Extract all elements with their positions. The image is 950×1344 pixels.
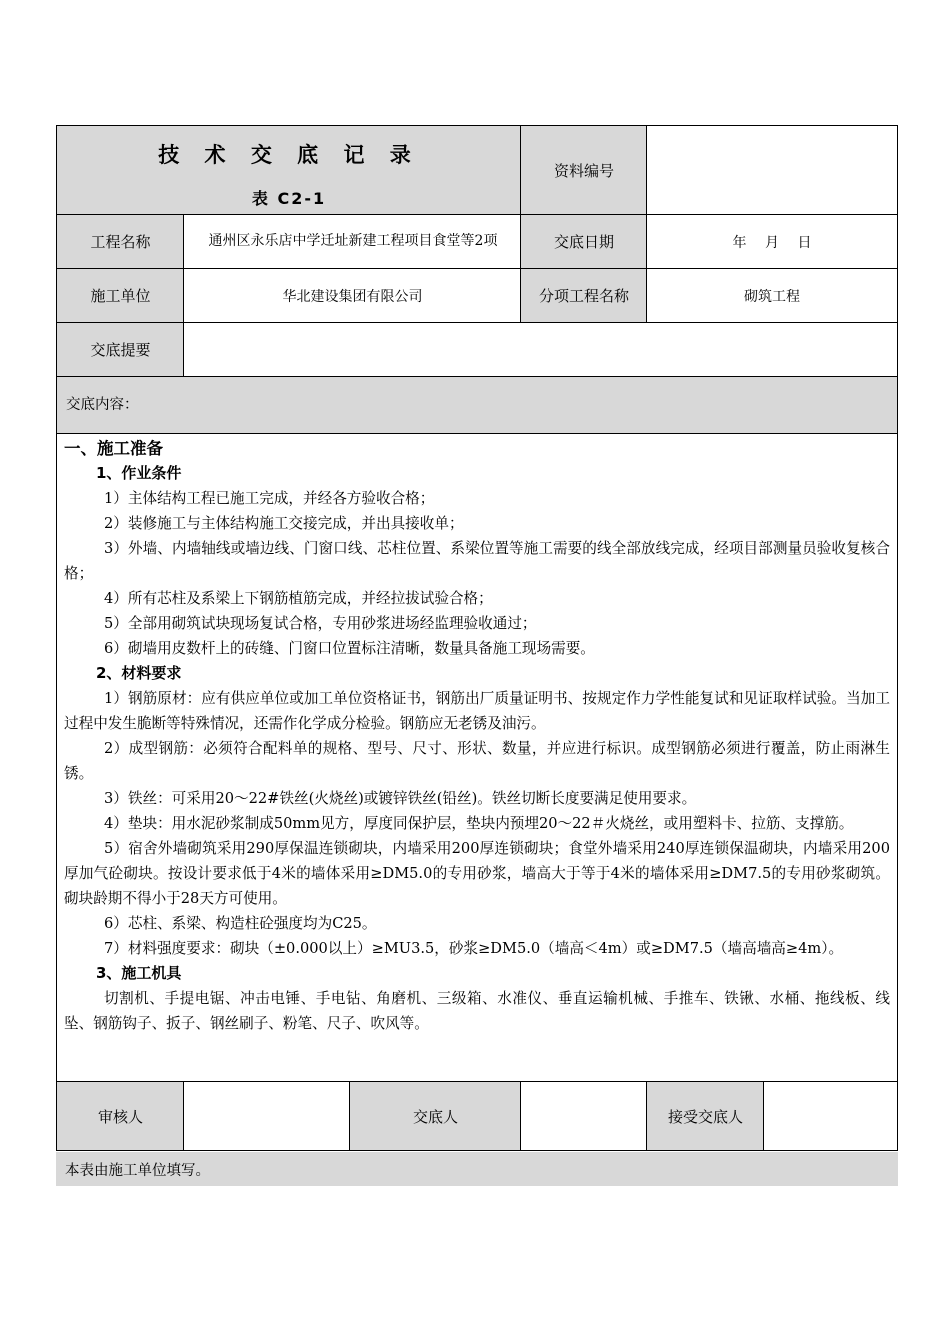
- presenter-label: 交底人: [412, 1107, 458, 1126]
- paragraph: 4）所有芯柱及系梁上下钢筋植筋完成，并经拉拔试验合格；: [104, 590, 493, 607]
- paragraph: 5）全部用砌筑试块现场复试合格，专用砂浆进场经监理验收通过；: [104, 615, 537, 632]
- subsection-heading: 2、材料要求: [96, 664, 182, 682]
- paragraph: 4）垫块：用水泥砂浆制成50mm见方，厚度同保护层，垫块内预埋20～22＃火烧丝，或用塑料卡、拉筋、支撑筋。: [104, 815, 854, 832]
- paragraph: 2）装修施工与主体结构施工交接完成，并出具接收单；: [104, 515, 464, 532]
- project-name-label: 工程名称: [90, 233, 151, 251]
- form-number: 表 C2-1: [251, 188, 327, 208]
- paragraph: 切割机、手提电锯、冲击电锤、手电钻、角磨机、三级箱、水准仪、垂直运输机械、手推车、铁锹、水桶、拖线板、线坠、钢筋钩子、扳子、钢丝刷子、粉笔、尺子、吹风等。: [64, 990, 890, 1032]
- footer-note: 本表由施工单位填写。: [65, 1162, 210, 1179]
- paragraph: 1）钢筋原材：应有供应单位或加工单位资格证书，钢筋出厂质量证明书、按规定作力学性能复试和见证取样试验。当加工过程中发生脆断等特殊情况，还需作化学成分检验。钢筋应无老锈及油污。: [64, 690, 890, 732]
- paragraph: 2）成型钢筋：必须符合配料单的规格、型号、尺寸、形状、数量，并应进行标识。成型钢筋必须进行覆盖，防止雨淋生锈。: [64, 740, 890, 782]
- construction-unit-value[interactable]: 华北建设集团有限公司: [282, 288, 423, 305]
- paragraph: 3）外墙、内墙轴线或墙边线、门窗口线、芯柱位置、系梁位置等施工需要的线全部放线完成，经项目部测量员验收复核合格；: [64, 540, 890, 582]
- table-border-right: [897, 125, 898, 1151]
- reviewer-label: 审核人: [97, 1107, 143, 1126]
- paragraph: 7）材料强度要求：砌块（±0.000以上）≥MU3.5，砂浆≥DM5.0（墙高＜4m）或≥DM7.5（墙高墙高≥4m）。: [104, 940, 844, 957]
- summary-label: 交底提要: [90, 341, 151, 359]
- paragraph: 3）铁丝：可采用20～22#铁丝(火烧丝)或镀锌铁丝(铅丝)。铁丝切断长度要满足使用要求。: [104, 790, 697, 807]
- reviewer-field[interactable]: [184, 1082, 350, 1150]
- paragraph: 1）主体结构工程已施工完成，并经各方验收合格；: [104, 490, 435, 507]
- content-body: [64, 436, 890, 1036]
- subitem-name-label: 分项工程名称: [538, 287, 629, 305]
- content-label-bg: [57, 377, 897, 433]
- subitem-name-value[interactable]: 砌筑工程: [744, 288, 800, 305]
- doc-no-field[interactable]: [647, 126, 897, 214]
- paragraph: 5）宿舍外墙砌筑采用290厚保温连锁砌块，内墙采用200厚连锁砌块；食堂外墙采用240厚连锁保温砌块，内墙采用200厚加气砼砌块。按设计要求低于4米的墙体采用≥DM5.0的专用砂浆，墙高大于等于4米的墙体采用≥DM7.5的专用砂浆砌筑。砌块龄期不得小于28天方可使用。: [64, 840, 890, 907]
- subsection-heading: 3、施工机具: [96, 964, 182, 982]
- construction-unit-label: 施工单位: [90, 287, 151, 305]
- content-label: 交底内容：: [66, 397, 139, 413]
- date-value[interactable]: 年 月 日: [732, 234, 812, 251]
- presenter-field[interactable]: [521, 1082, 647, 1150]
- doc-title: 技 术 交 底 记 录: [158, 143, 420, 167]
- date-label: 交底日期: [553, 233, 614, 251]
- subsection-heading: 1、作业条件: [96, 464, 182, 482]
- section-heading: 一、施工准备: [64, 439, 163, 458]
- project-name-value[interactable]: 通州区永乐店中学迁址新建工程项目食堂等2项: [208, 233, 498, 249]
- receiver-field[interactable]: [764, 1082, 897, 1150]
- summary-value[interactable]: [184, 323, 897, 376]
- row-line: [56, 433, 898, 434]
- paragraph: 6）芯柱、系梁、构造柱砼强度均为C25。: [104, 915, 377, 932]
- receiver-label: 接受交底人: [667, 1107, 743, 1126]
- paragraph: 6）砌墙用皮数杆上的砖缝、门窗口位置标注清晰，数量具备施工现场需要。: [104, 640, 595, 657]
- doc-no-label: 资料编号: [553, 161, 614, 180]
